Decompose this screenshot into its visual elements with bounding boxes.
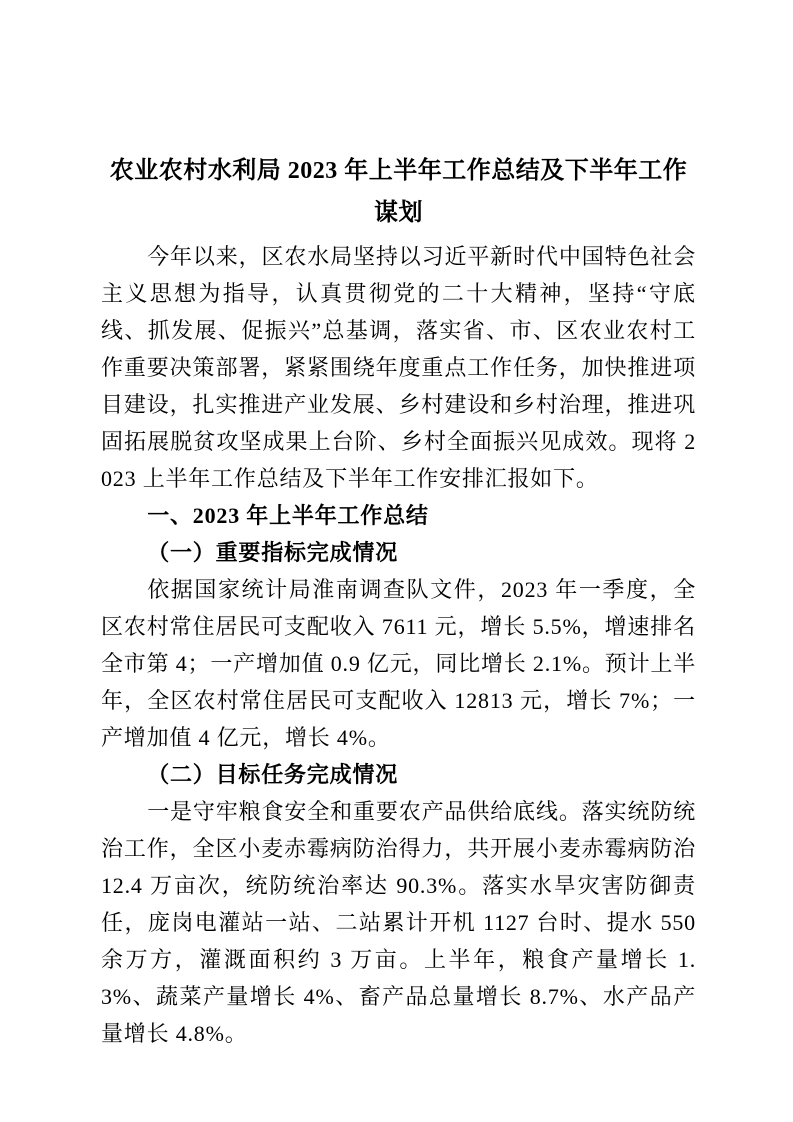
- document-title: 农业农村水利局 2023 年上半年工作总结及下半年工作谋划: [109, 158, 688, 226]
- subsection-1-2-heading: （二）目标任务完成情况: [147, 762, 398, 787]
- subsection-1-1-heading: （一）重要指标完成情况: [147, 540, 398, 565]
- intro-paragraph: 今年以来，区农水局坚持以习近平新时代中国特色社会主义思想为指导，认真贯彻党的二十大精神，坚持“守底线、抓发展、促振兴”总基调，落实省、市、区农业农村工作重要决策部署，紧紧围绕年度重点工作任务，加快推进项目建设，扎实推进产业发展、乡村建设和乡村治理，推进巩固拓展脱贫攻坚成果上台阶、乡村全面振兴见成效。现将 2023 上半年工作总结及下半年工作安排汇报如下。: [101, 244, 696, 491]
- subsection-1-1-paragraph: 依据国家统计局淮南调查队文件，2023 年一季度，全区农村常住居民可支配收入 7611 元，增长 5.5%，增速排名全市第 4；一产增加值 0.9 亿元，同比增长 2.1%。预计上半年，全区农村常住居民可支配收入 12813 元，增长 7%；一产增加值 4 亿元，增长 4%。: [101, 577, 696, 750]
- section-1-heading: 一、2023 年上半年工作总结: [147, 503, 429, 528]
- subsection-1-2-paragraph: 一是守牢粮食安全和重要农产品供给底线。落实统防统治工作，全区小麦赤霉病防治得力，共开展小麦赤霉病防治 12.4 万亩次，统防统治率达 90.3%。落实水旱灾害防御责任，庞岗电灌站一站、二站累计开机 1127 台时、提水 550 余万方，灌溉面积约 3 万亩。上半年，粮食产量增长 1.3%、蔬菜产量增长 4%、畜产品总量增长 8.7%、水产品产量增长 4.8%。: [101, 799, 696, 1046]
